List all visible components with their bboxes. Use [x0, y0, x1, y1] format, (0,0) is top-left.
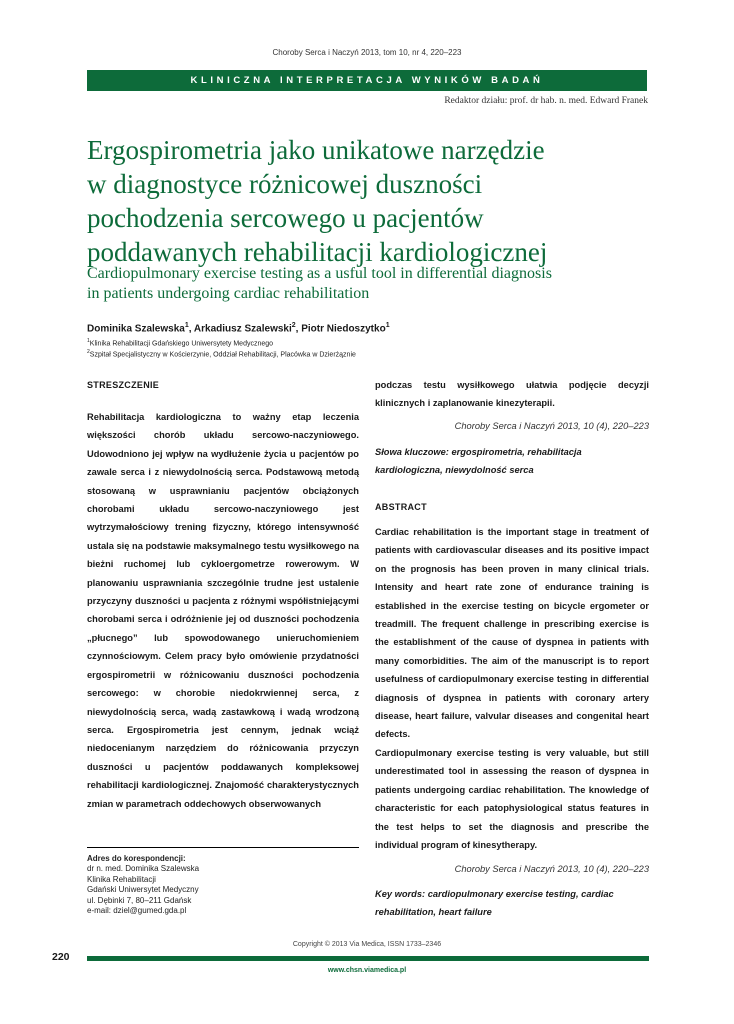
streszczenie-continuation: podczas testu wysiłkowego ułatwia podjęcie decyzji klinicznych i zaplanowanie kinezyterapii. — [375, 380, 649, 409]
section-banner: KLINICZNA INTERPRETACJA WYNIKÓW BADAŃ — [87, 70, 647, 91]
author-name: Dominika Szalewska — [87, 323, 185, 335]
correspondence-divider — [87, 847, 359, 848]
website-link[interactable]: www.chsn.viamedica.pl — [327, 967, 407, 974]
title-line: poddawanych rehabilitacji kardiologicznej — [87, 237, 548, 267]
title-line: Cardiopulmonary exercise testing as a usful tool in differential diagnosis — [87, 265, 552, 282]
affiliation-text: Klinika Rehabilitacji Gdańskiego Uniwersytety Medycznego — [89, 340, 274, 348]
abstract-paragraph: Cardiac rehabilitation is the important stage in treatment of patients with cardiovascular diseases and its positive impact on the prognosis has been proven in many clinical trials. Intensity and heart rate zone of endurance training is established in the exercise testing on bicycle ergometer or treadmill. The frequent challenge in prescribing exercise is the establishment of the cause of dyspnea in patients with many comorbidities. The aim of the manuscript is to report usefulness of cardiopulmonary exercise testing in differential diagnosis of dyspnea in patients with coronary artery disease, heart failure, valvular diseases and congenital heart defects. — [375, 527, 649, 740]
title-line: in patients undergoing cardiac rehabilitation — [87, 285, 370, 302]
journal-reference: Choroby Serca i Naczyń 2013, tom 10, nr 4, 220–223 — [272, 48, 462, 57]
author-name: Piotr Niedoszytko — [301, 323, 386, 335]
affiliation-mark: 2 — [87, 349, 90, 356]
author-name: Arkadiusz Szalewski — [193, 323, 292, 335]
streszczenie-body: Rehabilitacja kardiologiczna to ważny etap leczenia większości chorób układu sercowo-naczyniowego. Udowodniono jej wpływ na wydłużenie życia u pacjentów po zawale serca i z niewydolnością serca. Podstawową metodą stosowaną w usprawnianiu pacjentów obciążonych chorobami układu sercowo-naczyniowego jest wytrzymałościowy trening fizyczny, którego intensywność ustala się na podstawie maksymalnego testu wysiłkowego na bieżni ruchomej lub cykloergometrze rowerowym. W planowaniu usprawniania szczególnie trudne jest ustalenie przyczyny duszności u pacjenta z różnymi współistniejącymi chorobami serca i odróżnienie jej od duszności pochodzenia „płucnego” lub spowodowanego unieruchomieniem czynnościowym. Celem pracy było omówienie przydatności ergospirometrii w różnicowaniu duszności pochodzenia sercowego: w chorobie niedokrwiennej serca, z niewydolnością serca, wadą zastawkową i wadą wrodzoną serca. Ergospirometria jest cennym, jednak wciąż niedocenianym narzędziem do różnicowania przyczyn duszności u pacjentów poddawanych kompleksowej rehabilitacji kardiologicznej. Znajomość charakterystycznych zmian w parametrach oddechowych obserwowanych — [87, 412, 359, 809]
title-line: pochodzenia sercowego u pacjentów — [87, 203, 484, 233]
abstract-paragraph: Cardiopulmonary exercise testing is very valuable, but still underestimated tool in assessing the reason of dyspnea in patients undergoing cardiac rehabilitation. The knowledge of characteristic for each patophysiological status features in the test helps to set the diagnosis and prescribe the individual program of kinesytherapy. — [375, 747, 649, 850]
correspondence-line: Gdański Uniwersytet Medyczny — [87, 885, 199, 895]
correspondence-block — [87, 854, 359, 916]
correspondence-line: dr n. med. Dominika Szalewska — [87, 864, 200, 874]
abstract-body — [375, 523, 649, 854]
affiliation-text: Szpitał Specjalistyczny w Kościerzynie, Oddział Rehabilitacji, Placówka w Dzierżąznie — [89, 351, 356, 359]
affiliation-item — [87, 348, 356, 359]
correspondence-email: e-mail: dziel@gumed.gda.pl — [87, 906, 187, 916]
footer-bar — [87, 956, 649, 961]
affiliations — [87, 337, 356, 360]
correspondence-line: Klinika Rehabilitacji — [87, 874, 156, 884]
streszczenie-keywords: Słowa kluczowe: ergospirometria, rehabilitacja kardiologiczna, niewydolność serca — [375, 447, 582, 476]
section-editor: Redaktor działu: prof. dr hab. n. med. Edward Franek — [444, 96, 648, 106]
author-affiliation-mark: 1 — [385, 322, 390, 329]
correspondence-line: ul. Dębinki 7, 80–211 Gdańsk — [87, 895, 192, 905]
author-affiliation-mark: 2 — [291, 322, 296, 329]
affiliation-item — [87, 337, 356, 348]
abstract-citation: Choroby Serca i Naczyń 2013, 10 (4), 220–223 — [454, 864, 649, 874]
title-line: w diagnostyce różnicowej duszności — [87, 169, 483, 199]
author-separator: , — [188, 323, 194, 335]
streszczenie-citation: Choroby Serca i Naczyń 2013, 10 (4), 220–223 — [454, 421, 649, 431]
streszczenie-heading: STRESZCZENIE — [87, 380, 160, 390]
page-number: 220 — [52, 951, 70, 963]
title-line: Ergospirometria jako unikatowe narzędzie — [87, 135, 545, 165]
author-list — [87, 322, 390, 334]
author-affiliation-mark: 1 — [184, 322, 189, 329]
article-title-english — [87, 264, 647, 304]
correspondence-heading: Adres do korespondencji: — [87, 854, 186, 863]
author-separator: , — [295, 323, 302, 335]
abstract-heading: ABSTRACT — [375, 502, 427, 512]
affiliation-mark: 1 — [87, 338, 90, 344]
article-title-polish — [87, 133, 667, 269]
abstract-keywords: Key words: cardiopulmonary exercise testing, cardiac rehabilitation, heart failure — [375, 889, 614, 918]
copyright-notice: Copyright © 2013 Via Medica, ISSN 1733–2346 — [292, 941, 442, 948]
